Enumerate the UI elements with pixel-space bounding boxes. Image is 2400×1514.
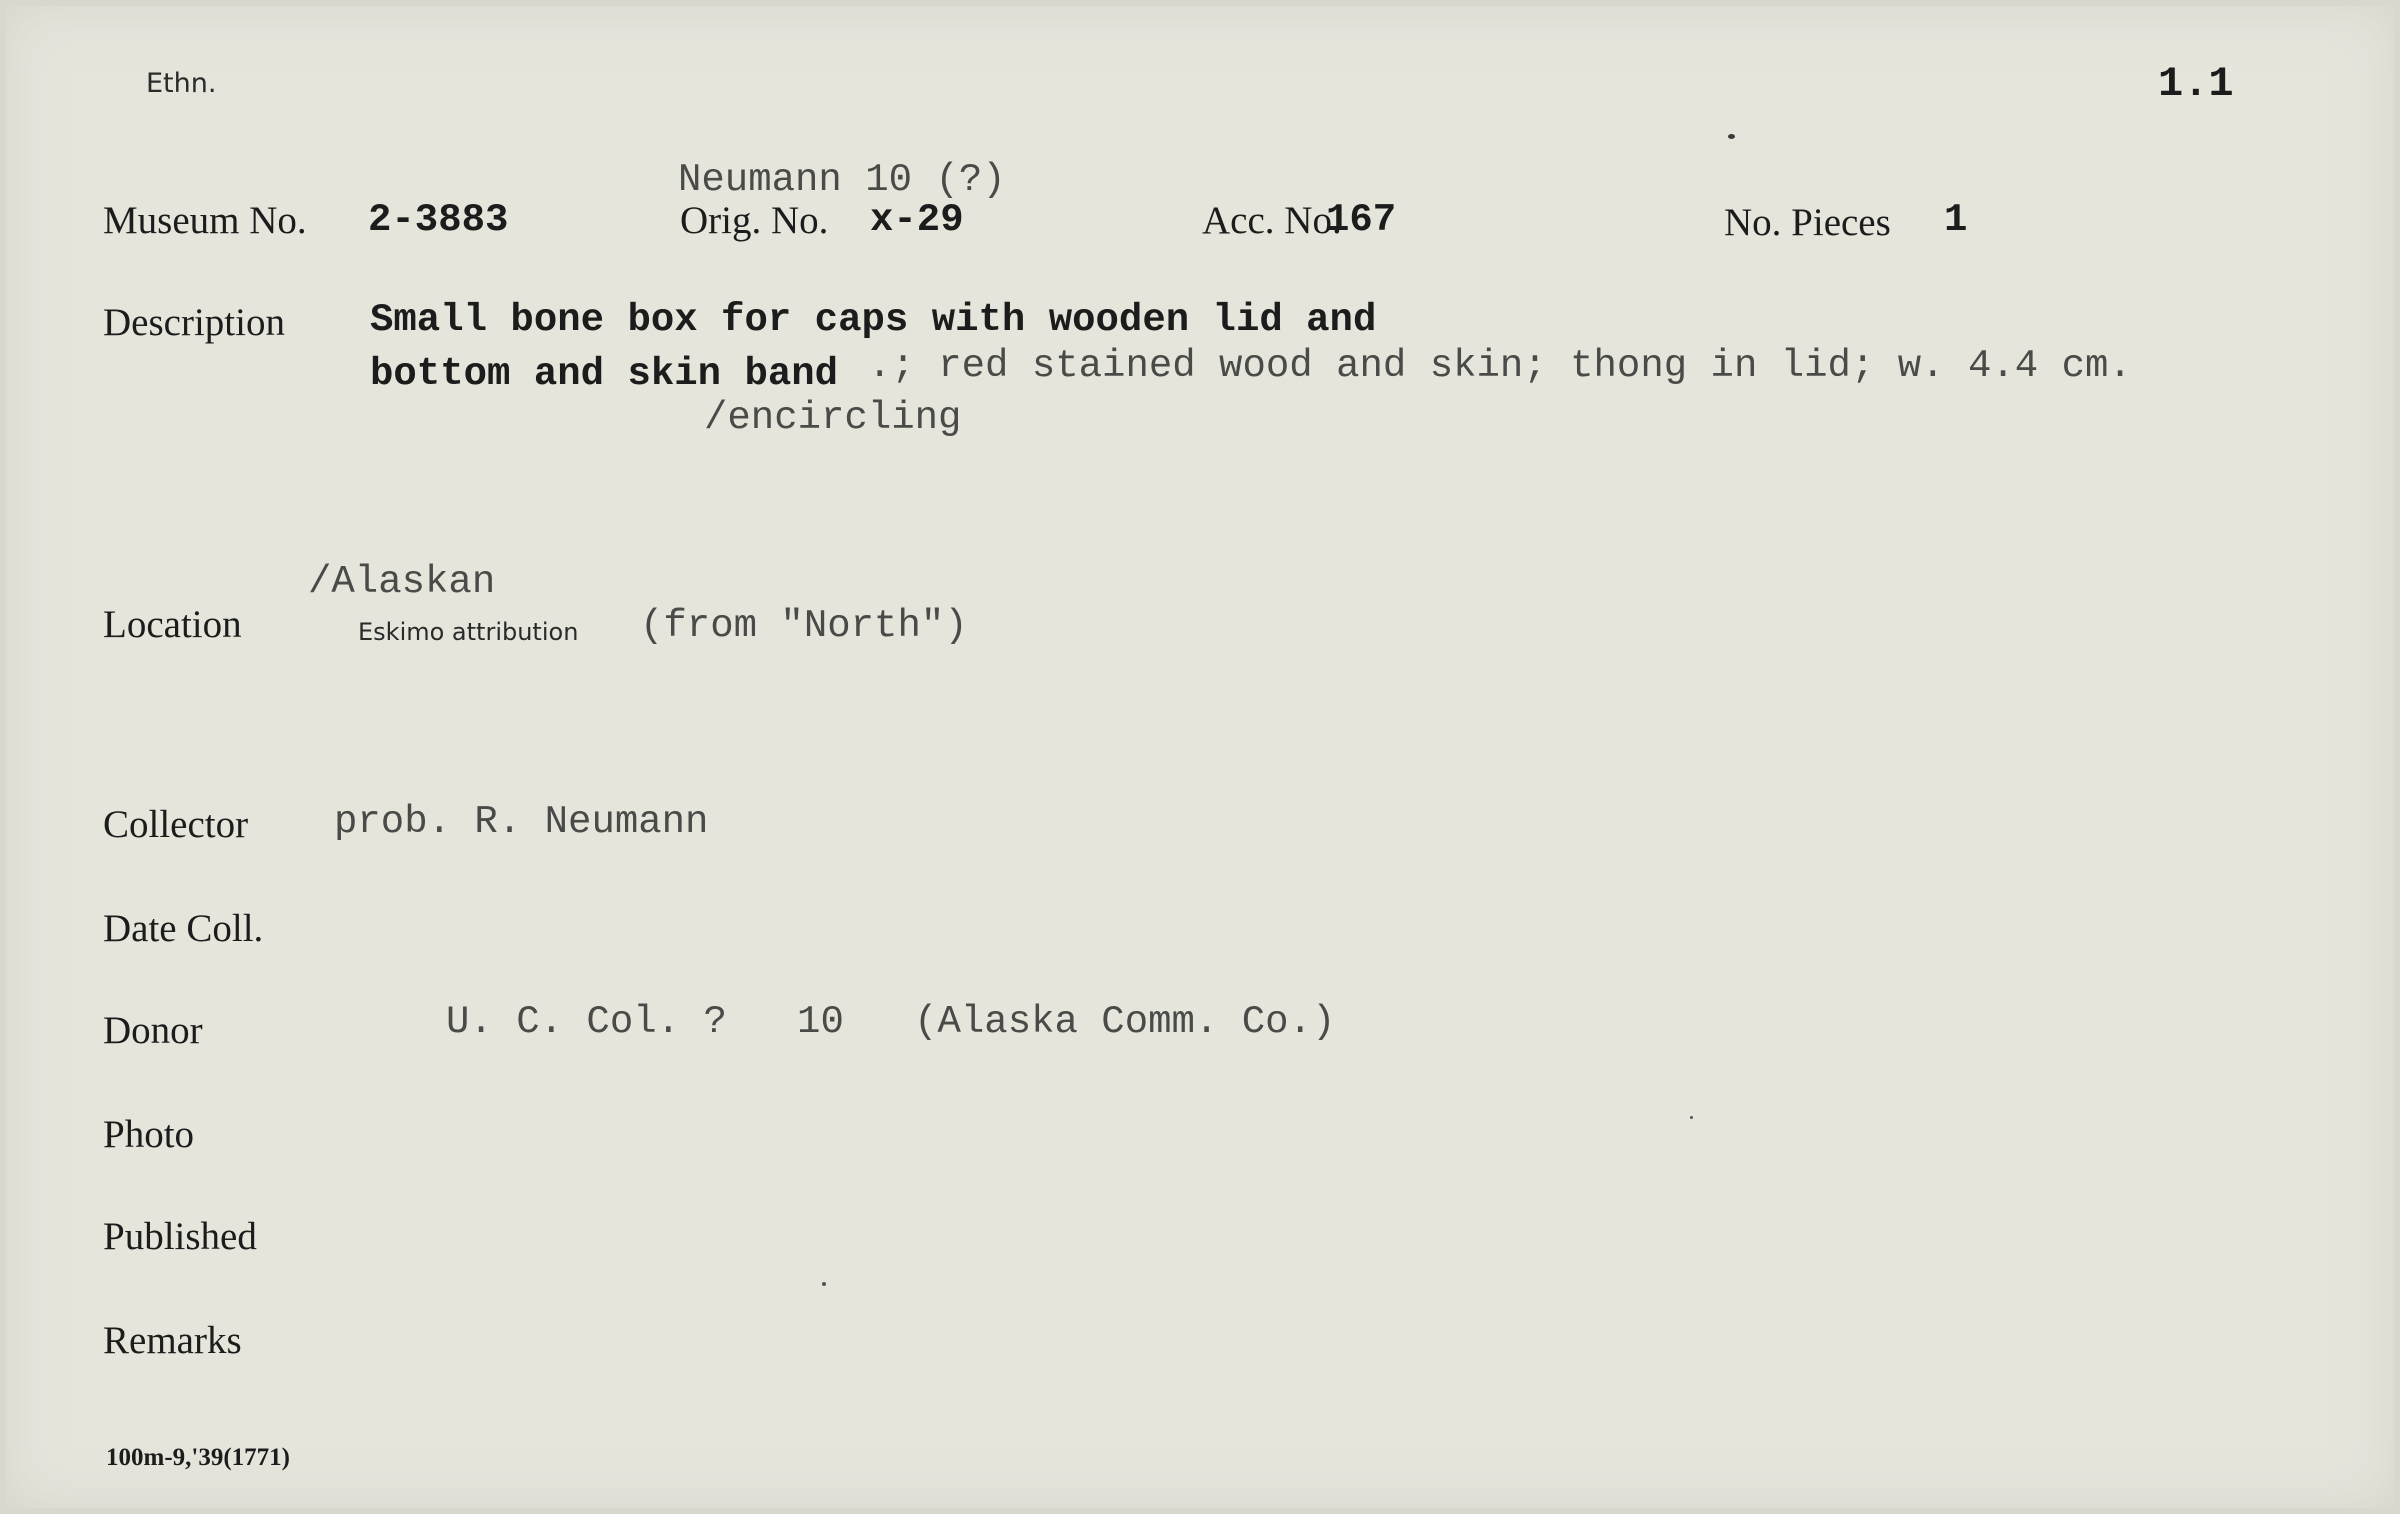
print-code: 100m-9,'39(1771) [106, 1444, 290, 1471]
no-pieces-label: No. Pieces [1724, 201, 1891, 244]
orig-no-label: Orig. No. [680, 199, 829, 242]
photo-label: Photo [103, 1113, 195, 1156]
collector-value: prob. R. Neumann [334, 800, 709, 844]
location-label: Location [103, 603, 242, 646]
paper-speck [822, 1282, 826, 1286]
donor-label: Donor [103, 1009, 203, 1052]
acc-no-value: 167 [1326, 198, 1397, 242]
description-line-2-part-2: .; red stained wood and skin; thong in lid; w. 4.4 cm. [868, 344, 2132, 388]
paper-speck [1728, 134, 1735, 139]
location-insertion: /Alaskan [308, 560, 496, 604]
card-number: 1.1 [2158, 60, 2234, 108]
location-value: (from "North") [640, 604, 968, 648]
acc-no-label: Acc. No. [1202, 199, 1342, 242]
no-pieces-value: 1 [1944, 198, 1968, 242]
museum-no-label: Museum No. [103, 199, 307, 242]
date-coll-label: Date Coll. [103, 907, 264, 950]
ethn-label: Ethn. [146, 68, 217, 99]
published-label: Published [103, 1215, 257, 1258]
description-line-2-part-1: bottom and skin band [370, 352, 839, 396]
remarks-label: Remarks [103, 1319, 242, 1362]
description-label: Description [103, 301, 285, 344]
location-handwritten-note: Eskimo attribution [358, 618, 579, 646]
donor-value: U. C. Col. ? 10 (Alaska Comm. Co.) [446, 1000, 1336, 1044]
orig-no-value: x-29 [870, 198, 964, 242]
description-insertion: /encircling [704, 396, 962, 440]
collector-label: Collector [103, 803, 249, 846]
paper-speck [1690, 1116, 1693, 1119]
description-line-1: Small bone box for caps with wooden lid and [370, 298, 1377, 342]
museum-no-value: 2-3883 [368, 198, 509, 242]
orig-no-annotation: Neumann 10 (?) [678, 158, 1006, 202]
